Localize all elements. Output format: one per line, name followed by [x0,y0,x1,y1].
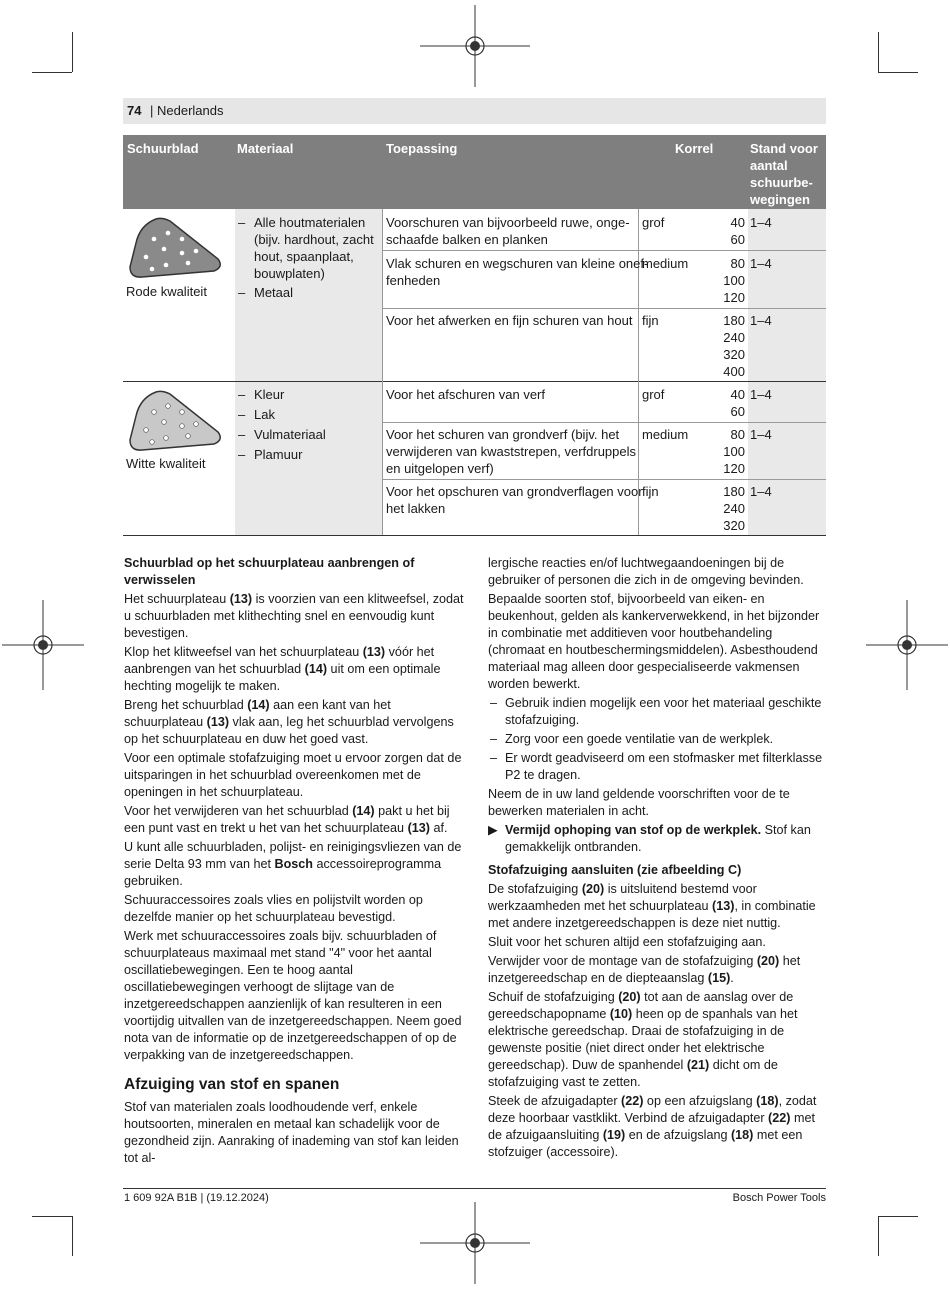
stand-cell: 1–4 [750,387,772,402]
material-item: – Kleur [238,387,285,402]
crop-mark [72,1216,73,1256]
crop-mark [878,1216,918,1217]
header-separator: | [150,103,154,118]
col-divider [382,209,383,535]
paragraph: Voor een optimale stofafzuiging moet u ervoor zorgen dat de uitsparingen in het schuurblad overeenkomen met de openingen in het schuurplateau. [124,751,462,799]
col-header-toepassing: Toepassing [386,141,458,156]
crop-mark [878,72,918,73]
paragraph: Steek de afzuigadapter (22) op een afzuigslang (18), zodat deze hoorbaar vastklikt. Verbind de afzuigadapter (22) met de afzuigaansluiting (19) en de afzuigslang (18) met een stofzuiger (accessoire). [488,1094,817,1159]
paragraph: Schuuraccessoires zoals vlies en polijstvilt worden op dezelfde manier op het schuurplateau bevestigd. [124,893,423,924]
sheet-name-white: Witte kwaliteit [126,456,206,471]
row-divider [382,308,826,309]
bullet-list [488,695,826,784]
grade-cell: grof [642,387,665,402]
table-header [123,135,826,209]
paragraph: Voor het verwijderen van het schuurblad (14) pakt u het bij een punt vast en trekt u het van het schuurplateau (13) af. [124,804,450,835]
row-divider [382,422,826,423]
paragraph: Stof van materialen zoals loodhoudende verf, enkele houtsoorten, mineralen en metaal kan schadelijk voor de gezondheid zijn. Aanraking of inademing van stof kan leiden tot al- [124,1100,459,1165]
col-header-stand: Stand voor aantal schuurbe- wegingen [750,141,818,207]
registration-mark-icon [2,600,84,690]
sanding-sheet-white-icon [126,388,226,452]
grade-cell: grof [642,215,665,230]
list-item: – Gebruik indien mogelijk een voor het materiaal geschikte stofafzuiging. [490,696,822,727]
paragraph: Neem de in uw land geldende voorschriften voor de te bewerken materialen in acht. [488,787,790,818]
col-header-materiaal: Materiaal [237,141,294,156]
grade-cell: medium [642,427,689,442]
grain-cell: 80 100 120 [723,256,745,305]
paragraph: lergische reacties en/of luchtwegaandoeningen bij de gebruiker of personen die zich in de omgeving bevinden. [488,556,804,587]
section-heading: Stofafzuiging aansluiten (zie afbeelding C) [488,863,742,877]
paragraph: Klop het klitweefsel van het schuurplateau (13) vóór het aanbrengen van het schuurblad (14) uit om een optimale hechting mogelijk te maken. [124,645,441,693]
grade-cell: fijn [642,484,659,499]
material-item: – Metaal [238,285,294,300]
crop-mark [32,1216,72,1217]
stand-cell: 1–4 [750,215,772,230]
crop-mark [878,32,879,72]
row-divider [382,479,826,480]
warning-note: ▶ Vermijd ophoping van stof op de werkplek. Stof kan gemakkelijk ontbranden. [488,823,811,854]
material-item: – Lak [238,407,275,422]
paragraph: Breng het schuurblad (14) aan een kant van het schuurplateau (13) vlak aan, leg het schuurblad vervolgens op het schuurplateau en duw het goed vast. [124,698,454,746]
grain-cell: 180 240 320 [723,484,745,533]
material-list [238,386,380,463]
grade-cell: fijn [642,313,659,328]
crop-mark [878,1216,879,1256]
footer-doc-id: 1 609 92A B1B | (19.12.2024) [124,1192,269,1204]
paragraph: De stofafzuiging (20) is uitsluitend bestemd voor werkzaamheden met het schuurplateau (13), in combinatie met andere inzetgereedschappen is deze niet nuttig. [488,882,816,930]
stand-cell: 1–4 [750,427,772,442]
grain-cell: 40 60 [730,215,745,247]
group-divider [123,381,826,382]
list-item: – Er wordt geadviseerd om een stofmasker met filterklasse P2 te dragen. [490,751,823,782]
stand-cell: 1–4 [750,484,772,499]
registration-mark-icon [420,1202,530,1284]
crop-mark [32,72,72,73]
grain-cell: 180 240 320 400 [723,313,745,379]
paragraph: Het schuurplateau (13) is voorzien van een klitweefsel, zodat u schuurbladen met klithechting snel en eenvoudig kunt bevestigen. [124,592,464,640]
material-item: – Plamuur [238,447,303,462]
material-list [238,214,380,301]
crop-mark [72,32,73,72]
grain-cell: 40 60 [730,387,745,419]
table-bottom-rule [123,535,826,536]
left-column [124,555,464,1169]
right-column [488,555,826,1163]
paragraph: U kunt alle schuurbladen, polijst- en reinigingsvliezen van de serie Delta 93 mm van het Bosch accessoireprogramma gebruiken. [124,840,462,888]
paragraph: Sluit voor het schuren altijd een stofafzuiging aan. [488,935,766,949]
list-item: – Zorg voor een goede ventilatie van de werkplek. [490,732,774,746]
paragraph: Verwijder voor de montage van de stofafzuiging (20) het inzetgereedschap en de diepteaanslag (15). [488,954,801,985]
application-cell: Voor het afwerken en fijn schuren van hout [386,313,633,328]
material-item: – Vulmateriaal [238,427,326,442]
page-number: 74 [127,103,142,118]
sheet-name-red: Rode kwaliteit [126,284,207,299]
footer-brand: Bosch Power Tools [732,1192,826,1204]
section-heading: Schuurblad op het schuurplateau aanbrengen of verwisselen [124,556,415,587]
row-divider [382,250,826,251]
arrow-icon: ▶ [488,823,498,837]
footer-rule [123,1188,826,1189]
application-cell: Voor het afschuren van verf [386,387,545,402]
section-heading: Afzuiging van stof en spanen [124,1076,340,1093]
application-cell: Voor het opschuren van grondverflagen voor het lakken [386,484,643,516]
sanding-sheet-red-icon [126,215,226,279]
application-cell: Voor het schuren van grondverf (bijv. het verwijderen van kwaststrepen, verfdruppels en uitgelopen verf) [386,427,637,476]
col-header-korrel: Korrel [675,141,714,156]
paragraph: Schuif de stofafzuiging (20) tot aan de aanslag over de gereedschapopname (10) heen op de spanhals van het elektrische gereedschap. Draai de stofafzuiging in de gewenste positie (niet direct onder het elektrische gereedschap). Duw de spanhendel (21) dicht om de stofafzuiging vast te zetten. [488,990,798,1089]
application-cell: Voorschuren van bijvoorbeeld ruwe, onge- schaafde balken en planken [386,215,630,247]
grade-cell: medium [642,256,689,271]
col-header-schuurblad: Schuurblad [127,141,199,156]
paragraph: Bepaalde soorten stof, bijvoorbeeld van eiken- en beukenhout, gelden als kankerverwekkend, in het bijzonder in combinatie met additieven voor houtbehandeling (chromaat en houtbeschermingsmiddelen). Asbesthoudend materiaal mag alleen door gespecialiseerde vakmensen worden bewerkt. [488,592,820,691]
stand-cell: 1–4 [750,313,772,328]
registration-mark-icon [866,600,948,690]
application-cell: Vlak schuren en wegschuren van kleine onef- fenheden [386,256,649,288]
header-language: Nederlands [157,103,224,118]
stand-cell: 1–4 [750,256,772,271]
paragraph: Werk met schuuraccessoires zoals bijv. schuurbladen of schuurplateaus maximaal met stand "4" voor het aantal oscillatiebewegingen. Een te hoog aantal oscillatiebewegingen verhoogt de slijtage van de inzetgereedschappen aanzienlijk of kan resulteren in een voortijdig uitvallen van de inzetgereedschappen. Neem goed nota van de informatie op de inzetgereedschappen of op de verpakking van de inzetgereedschappen. [124,929,462,1062]
registration-mark-icon [420,5,530,87]
grain-cell: 80 100 120 [723,427,745,476]
material-item: – Alle houtmaterialen (bijv. hardhout, zacht hout, spaanplaat, bouwplaten) [238,215,374,281]
page-header [123,98,826,124]
